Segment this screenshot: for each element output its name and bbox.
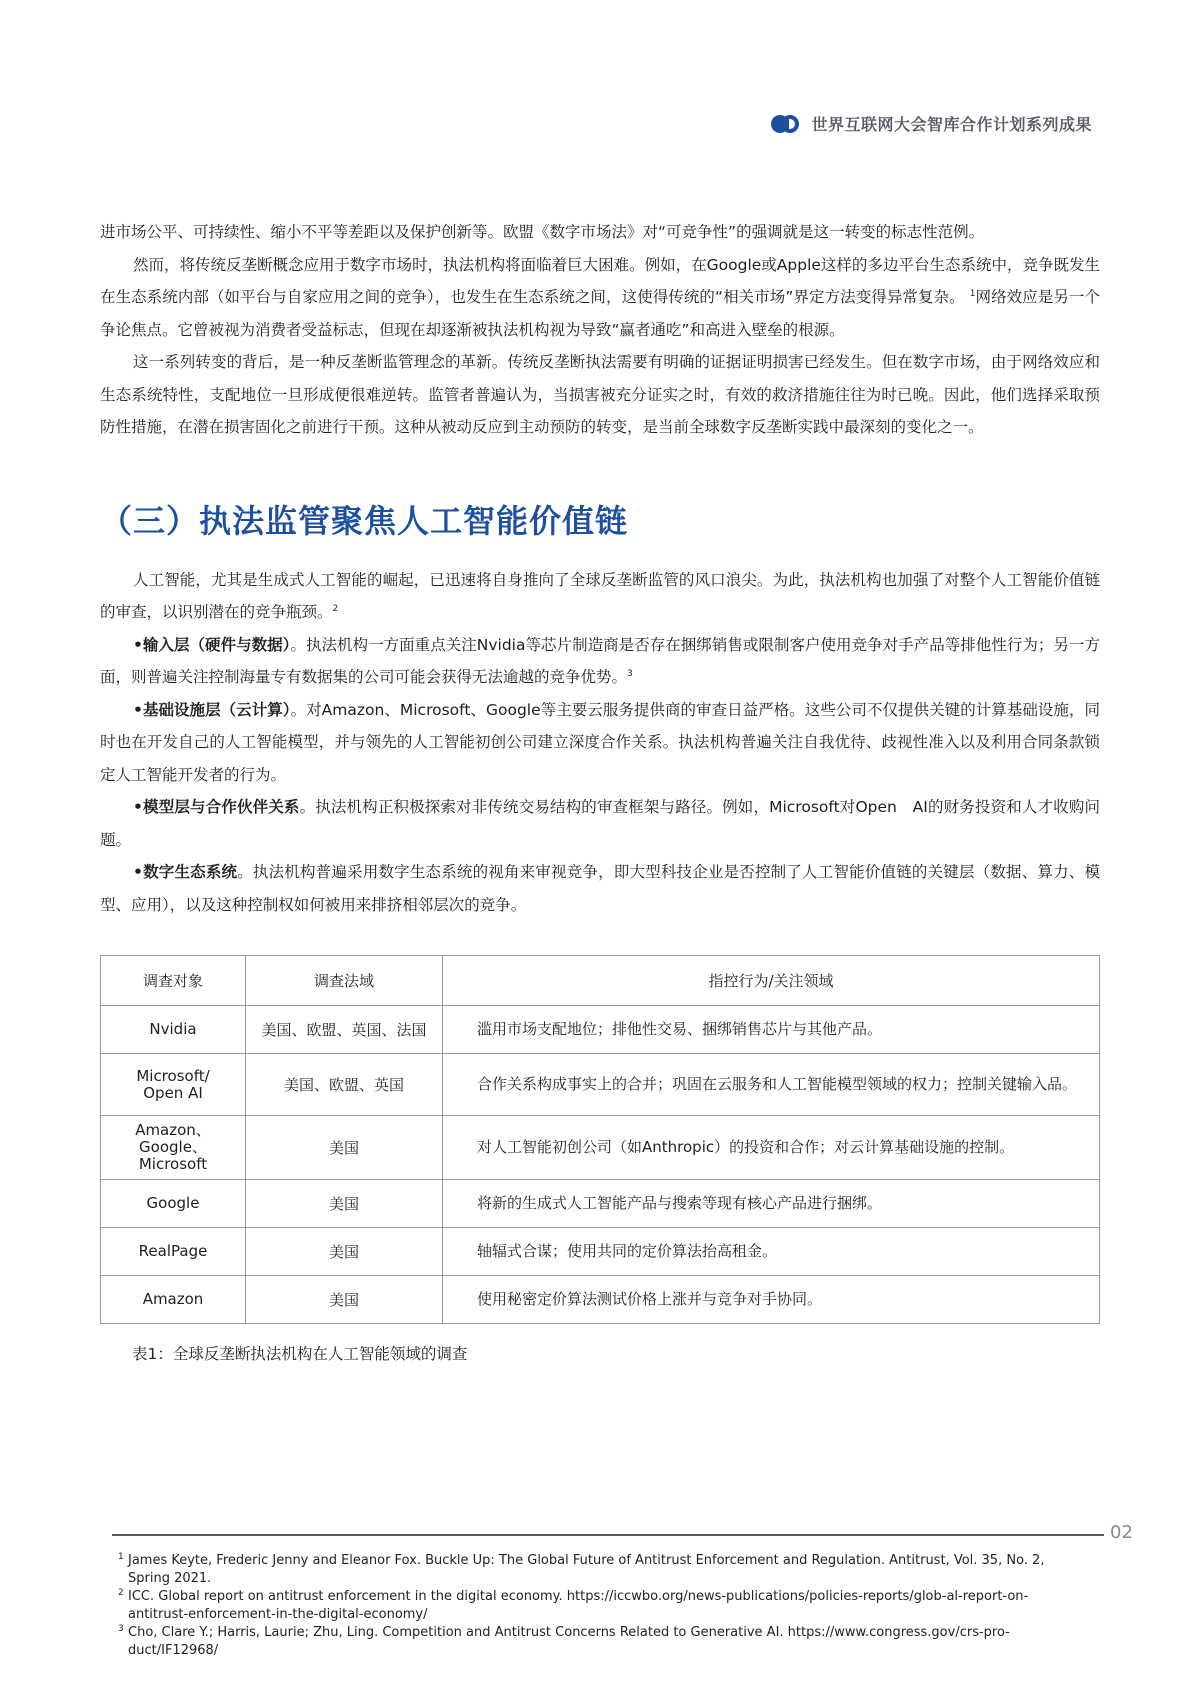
section-intro <box>100 564 1100 629</box>
bullet-label: •基础设施层（云计算） <box>133 700 291 719</box>
cell-focus: 将新的生成式人工智能产品与搜索等现有核心产品进行捆绑。 <box>443 1180 1100 1228</box>
cell-focus: 滥用市场支配地位；排他性交易、捆绑销售芯片与其他产品。 <box>443 1006 1100 1054</box>
footnote-text[interactable]: Cho, Clare Y.; Harris, Laurie; Zhu, Ling. Competition and Antitrust Concerns Related to Generative AI. https://www.congress.gov/crs-pro-duct/IF12968/ <box>128 1625 1010 1658</box>
cell-jurisdiction: 美国 <box>246 1276 443 1324</box>
table-row <box>101 1276 1100 1324</box>
footnote-text[interactable]: ICC. Global report on antitrust enforcement in the digital economy. https://iccwbo.org/news-publications/policies-reports/glob-al-report-on-antitrust-enforcement-in-the-digital-economy/ <box>128 1589 1029 1622</box>
main-content <box>100 216 1100 1364</box>
table-header-row <box>101 956 1100 1006</box>
bullet-model-layer <box>100 791 1100 856</box>
cell-focus: 轴辐式合谋；使用共同的定价算法抬高租金。 <box>443 1228 1100 1276</box>
cell-target: Google <box>101 1180 246 1228</box>
page-header <box>771 112 1092 135</box>
cell-target: Amazon、 Google、 Microsoft <box>101 1116 246 1180</box>
header-jurisdiction: 调查法域 <box>246 956 443 1006</box>
footnote-number: 2 <box>118 1588 124 1598</box>
cell-jurisdiction: 美国、欧盟、英国、法国 <box>246 1006 443 1054</box>
paragraph-text: 网络效应是另一个争论焦点。它曾被视为消费者受益标志，但现在却逐渐被执法机构视为导致“赢者通吃”和高进入壁垒的根源。 <box>100 288 1100 339</box>
bullet-text: 。执法机构一方面重点关注Nvidia等芯片制造商是否存在捆绑销售或限制客户使用竞争对手产品等排他性行为；另一方面，则普遍关注控制海量专有数据集的公司可能会获得无法逾越的竞争优势。 <box>100 635 1100 686</box>
cell-jurisdiction: 美国 <box>246 1116 443 1180</box>
section-title: （三）执法监管聚焦人工智能价值链 <box>100 501 629 540</box>
table-row <box>101 1054 1100 1116</box>
bullet-infrastructure-layer <box>100 694 1100 792</box>
footer-divider <box>112 1534 1104 1536</box>
cell-target: Microsoft/ Open AI <box>101 1054 246 1116</box>
cell-target: Nvidia <box>101 1006 246 1054</box>
cell-focus: 合作关系构成事实上的合并；巩固在云服务和人工智能模型领域的权力；控制关键输入品。 <box>443 1054 1100 1116</box>
header-target: 调查对象 <box>101 956 246 1006</box>
investigations-table-wrap <box>100 955 1100 1364</box>
toggle-circles-icon <box>771 115 799 133</box>
cell-target: Amazon <box>101 1276 246 1324</box>
footnote-ref[interactable]: 2 <box>332 603 339 614</box>
table-row <box>101 1228 1100 1276</box>
footnote-number: 1 <box>118 1552 124 1562</box>
bullet-text: 。执法机构正积极探索对非传统交易结构的审查框架与路径。例如，Microsoft对Open AI的财务投资和人才收购问题。 <box>100 798 1100 849</box>
bullet-label: •模型层与合作伙伴关系 <box>133 798 300 816</box>
bullet-digital-ecosystem <box>100 856 1100 921</box>
paragraph-text: 然而，将传统反垄断概念应用于数字市场时，执法机构将面临着巨大困难。例如，在Google或Apple这样的多边平台生态系统中，竞争既发生在生态系统内部（如平台与自家应用之间的竞争），也发生在生态系统之间，这使得传统的“相关市场”界定方法变得异常复杂。 <box>100 255 1100 306</box>
paragraph-text: 人工智能，尤其是生成式人工智能的崛起，已迅速将自身推向了全球反垄断监管的风口浪尖。为此，执法机构也加强了对整个人工智能价值链的审查，以识别潜在的竞争瓶颈。 <box>100 570 1100 621</box>
bullet-label: •数字生态系统 <box>133 863 238 881</box>
investigations-table <box>100 955 1100 1324</box>
page-number: 02 <box>1110 1522 1133 1543</box>
footnote-ref[interactable]: 3 <box>627 668 633 679</box>
paragraph-regulatory-shift: 这一系列转变的背后，是一种反垄断监管理念的革新。传统反垄断执法需要有明确的证据证明损害已经发生。但在数字市场，由于网络效应和生态系统特性，支配地位一旦形成便很难逆转。监管者普遍认为，当损害被充分证实之时，有效的救济措施往往为时已晚。因此，他们选择采取预防性措施，在潜在损害固化之前进行干预。这种从被动反应到主动预防的转变，是当前全球数字反垄断实践中最深刻的变化之一。 <box>100 353 1100 436</box>
footnote-number: 3 <box>118 1624 124 1634</box>
bullet-label: •输入层（硬件与数据） <box>133 635 291 654</box>
table-caption: 表1：全球反垄断执法机构在人工智能领域的调查 <box>132 1345 468 1363</box>
footnote-1 <box>118 1552 1078 1588</box>
paragraph-digital-markets <box>100 249 1100 347</box>
footnotes <box>118 1552 1078 1660</box>
footnote-3 <box>118 1624 1078 1660</box>
footnote-2 <box>118 1588 1078 1624</box>
bullet-text: 。对Amazon、Microsoft、Google等主要云服务提供商的审查日益严格。这些公司不仅提供关键的计算基础设施，同时也在开发自己的人工智能模型，并与领先的人工智能初创公司建立深度合作关系。执法机构普遍关注自我优待、歧视性准入以及利用合同条款锁定人工智能开发者的行为。 <box>100 700 1100 784</box>
cell-target: RealPage <box>101 1228 246 1276</box>
footnote-ref[interactable]: 1 <box>969 288 976 299</box>
cell-jurisdiction: 美国 <box>246 1228 443 1276</box>
series-title: 世界互联网大会智库合作计划系列成果 <box>811 115 1092 134</box>
table-row <box>101 1006 1100 1054</box>
cell-jurisdiction: 美国、欧盟、英国 <box>246 1054 443 1116</box>
footnote-text: James Keyte, Frederic Jenny and Eleanor Fox. Buckle Up: The Global Future of Antitrust Enforcement and Regulation. Antitrust, Vol. 35, No. 2, Spring 2021. <box>128 1553 1045 1586</box>
cell-focus: 使用秘密定价算法测试价格上涨并与竞争对手协同。 <box>443 1276 1100 1324</box>
bullet-text: 。执法机构普遍采用数字生态系统的视角来审视竞争，即大型科技企业是否控制了人工智能价值链的关键层（数据、算力、模型、应用），以及这种控制权如何被用来排挤相邻层次的竞争。 <box>100 863 1100 914</box>
table-row <box>101 1180 1100 1228</box>
table-row <box>101 1116 1100 1180</box>
bullet-input-layer <box>100 629 1100 694</box>
cell-jurisdiction: 美国 <box>246 1180 443 1228</box>
cell-focus: 对人工智能初创公司（如Anthropic）的投资和合作；对云计算基础设施的控制。 <box>443 1116 1100 1180</box>
header-focus: 指控行为/关注领域 <box>443 956 1100 1006</box>
paragraph-continued: 进市场公平、可持续性、缩小不平等差距以及保护创新等。欧盟《数字市场法》对“可竞争性”的强调就是这一转变的标志性范例。 <box>100 223 985 241</box>
